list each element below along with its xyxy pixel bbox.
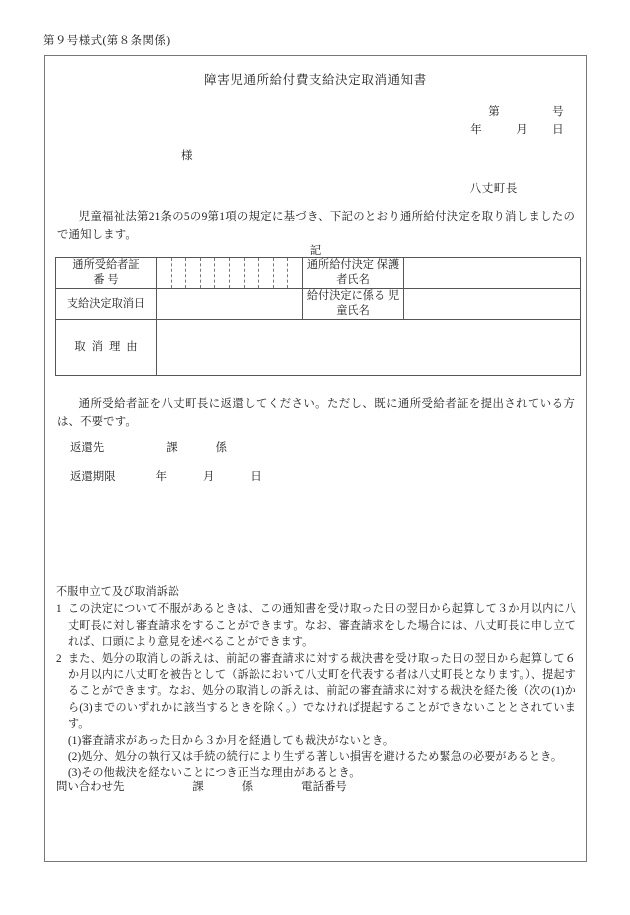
number-cell[interactable] [172, 258, 187, 288]
number-cell[interactable] [230, 258, 245, 288]
label-line-1: 通所給付決定 [306, 259, 374, 271]
return-deadline-label: 返還期限 [70, 471, 116, 483]
notice-date-line [470, 121, 564, 137]
number-cell[interactable] [201, 258, 216, 288]
appeal-item-text: また、処分の取消しの訴えは、前記の審査請求に対する裁決書を受け取った日の翌日から起算して６か月以内に八丈町を被告として（訴訟において八丈町を代表する者は八丈町長となります。）、提起することができます。なお、処分の取消しの訴えは、前記の審査請求に対する裁決を経た後（次の(1)から(3)までのいずれかに該当するときを除く。）でなければ提起することができないこととされています。 [68, 652, 576, 731]
form-number: 第９号様式(第８条関係) [43, 35, 171, 47]
label-line-2 [56, 273, 156, 288]
number-cell-grid [157, 258, 302, 288]
appeal-sub-item: (3)その他裁決を経ないことにつき正当な理由があるとき。 [68, 767, 361, 780]
appeal-sub-item: (1)審査請求があった日から３か月を経過しても裁決がないとき。 [68, 734, 395, 747]
label-line-1: 通所受給者証 [72, 259, 140, 271]
notice-number-line [488, 103, 564, 119]
cancellation-reason-label: 取消理由 [56, 320, 157, 376]
number-suffix-label: 号 [552, 106, 564, 118]
guardian-name-label [303, 258, 404, 289]
appeal-section [56, 584, 576, 782]
document-body [45, 56, 586, 861]
contact-phone-label: 電話番号 [301, 781, 347, 793]
return-destination-label: 返還先 [70, 442, 105, 454]
date-day-label: 日 [552, 124, 564, 136]
cancellation-date-label: 支給決定取消日 [56, 289, 157, 320]
deadline-year-label: 年 [155, 471, 167, 483]
appeal-item-number: 2 [56, 652, 62, 665]
guardian-name-input[interactable] [404, 258, 581, 289]
ki-marker: 記 [309, 245, 322, 257]
number-cell[interactable] [245, 258, 260, 288]
label-line-2: 保護者氏名 [336, 259, 400, 286]
return-deadline-line [70, 468, 262, 484]
child-name-label [303, 289, 404, 320]
appeal-item [56, 651, 576, 733]
number-cell[interactable] [274, 258, 289, 288]
contact-label: 問い合わせ先 [56, 781, 125, 793]
date-month-label: 月 [516, 124, 529, 136]
document-title: 障害児通所給付費支給決定取消通知書 [204, 73, 427, 87]
appeal-item-text: この決定について不服があるときは、この通知書を受け取った日の翌日から起算して３か月以内に八丈町長に対し審査請求をすることができます。なお、審査請求をした場合には、八丈町長に申し立てれば、口頭により意見を述べることができます。 [68, 603, 576, 649]
issuer-name: 八丈町長 [469, 183, 518, 195]
return-instruction-paragraph: 通所受給者証を八丈町長に返還してください。ただし、既に通所受給者証を提出されている方は、不要です。 [57, 398, 575, 428]
return-destination-line [70, 439, 227, 455]
intro-paragraph: 児童福祉法第21条の5の9第1項の規定に基づき、下記のとおり通所給付決定を取り消しましたので通知します。 [57, 211, 575, 241]
document-frame [44, 55, 587, 862]
cancellation-reason-input[interactable] [157, 320, 581, 376]
child-name-input[interactable] [404, 289, 581, 320]
number-prefix-label: 第 [488, 106, 501, 118]
appeal-item-number: 1 [56, 603, 62, 616]
deadline-month-label: 月 [202, 471, 215, 483]
table-row [56, 320, 581, 376]
number-cell[interactable] [259, 258, 274, 288]
number-cell[interactable] [288, 258, 302, 288]
return-destination-subsection: 係 [215, 442, 227, 454]
number-cell[interactable] [186, 258, 201, 288]
table-row [56, 289, 581, 320]
contact-line [56, 778, 347, 794]
contact-section: 課 [192, 781, 204, 793]
number-cell[interactable] [157, 258, 172, 288]
cancellation-date-input[interactable] [157, 289, 303, 320]
label-line-1: 給付決定に係る [306, 290, 386, 302]
recipient-certificate-number-label [56, 258, 157, 289]
contact-subsection: 係 [241, 781, 254, 793]
date-year-label: 年 [470, 124, 483, 136]
label-ban: 番 [93, 274, 105, 286]
label-line-2: 児童氏名 [336, 290, 400, 317]
deadline-day-label: 日 [250, 471, 262, 483]
appeal-heading: 不服申立て及び取消訴訟 [56, 586, 180, 598]
recipient-certificate-number-input[interactable] [157, 258, 303, 289]
label-gou: 号 [107, 274, 119, 286]
number-cell[interactable] [215, 258, 230, 288]
appeal-item [56, 601, 576, 650]
appeal-sub-item: (2)処分、処分の執行又は手続の続行により生ずる著しい損害を避けるため緊急の必要があるとき。 [68, 751, 563, 764]
table-row [56, 258, 581, 289]
decision-table [55, 257, 581, 376]
return-destination-section: 課 [166, 442, 178, 454]
addressee-honorific: 様 [181, 150, 193, 162]
